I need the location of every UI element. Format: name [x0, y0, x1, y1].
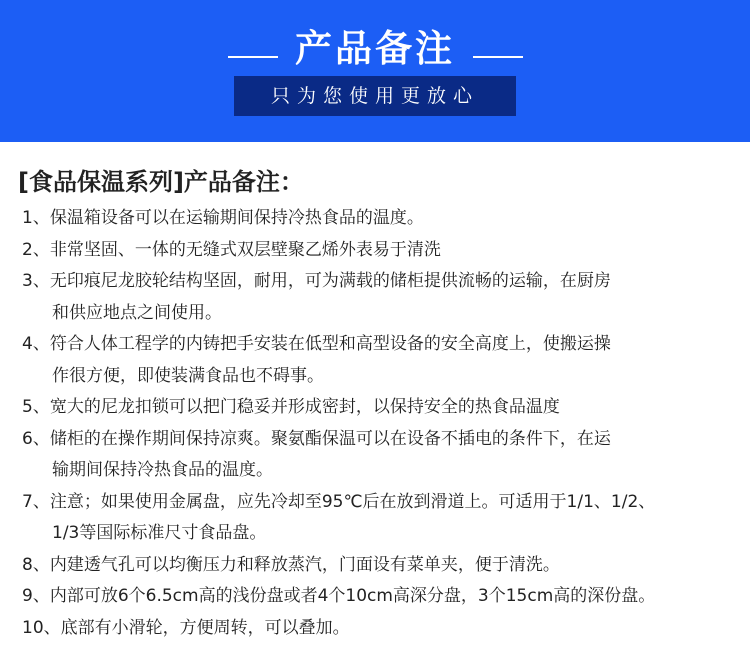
- section-heading: [食品保温系列]产品备注：: [18, 168, 304, 196]
- header-banner: [0, 0, 750, 142]
- note-line: 8、内建透气孔可以均衡压力和释放蒸汽，门面设有菜单夹，便于清洗。: [22, 554, 560, 575]
- note-line: 1、保温箱设备可以在运输期间保持冷热食品的温度。: [22, 208, 424, 228]
- note-line: 2、非常坚固、一体的无缝式双层壁聚乙烯外表易于清洗: [22, 239, 441, 260]
- note-line: 9、内部可放6个6.5cm高的浅份盘或者4个10cm高深分盘，3个15cm高的深份盘。: [22, 586, 656, 606]
- note-item-8: [22, 550, 737, 582]
- note-line: 3、无印痕尼龙胶轮结构坚固，耐用，可为满载的储柜提供流畅的运输，在厨房: [22, 271, 611, 291]
- note-continuation: 输期间保持冷热食品的温度。: [52, 460, 273, 480]
- banner-subtitle: 只为您使用更放心: [270, 85, 479, 107]
- note-line: 4、符合人体工程学的内铸把手安装在低型和高型设备的安全高度上，使搬运操: [22, 334, 611, 354]
- note-item-2: [22, 235, 737, 267]
- note-continuation: 和供应地点之间使用。: [52, 302, 222, 323]
- note-item-9: [22, 581, 737, 613]
- note-line: 5、宽大的尼龙扣锁可以把门稳妥并形成密封，以保持安全的热食品温度: [22, 397, 560, 417]
- banner-title: 产品备注: [295, 27, 455, 70]
- note-item-10: [22, 613, 737, 645]
- note-line: 6、储柜的在操作期间保持凉爽。聚氨酯保温可以在设备不插电的条件下，在运: [22, 428, 611, 449]
- notes-list: [22, 203, 737, 644]
- note-item-5: [22, 392, 737, 424]
- note-item-3: [22, 266, 737, 329]
- note-line: 7、注意；如果使用金属盘，应先冷却至95℃后在放到滑道上。可适用于1/1、1/2、: [22, 491, 656, 512]
- note-continuation: 1/3等国际标准尺寸食品盘。: [52, 523, 267, 543]
- note-item-7: [22, 487, 737, 550]
- note-item-1: [22, 203, 737, 235]
- note-item-6: [22, 424, 737, 487]
- note-item-4: [22, 329, 737, 392]
- note-line: 10、底部有小滑轮，方便周转，可以叠加。: [22, 617, 350, 638]
- note-continuation: 作很方便，即使装满食品也不碍事。: [52, 365, 324, 386]
